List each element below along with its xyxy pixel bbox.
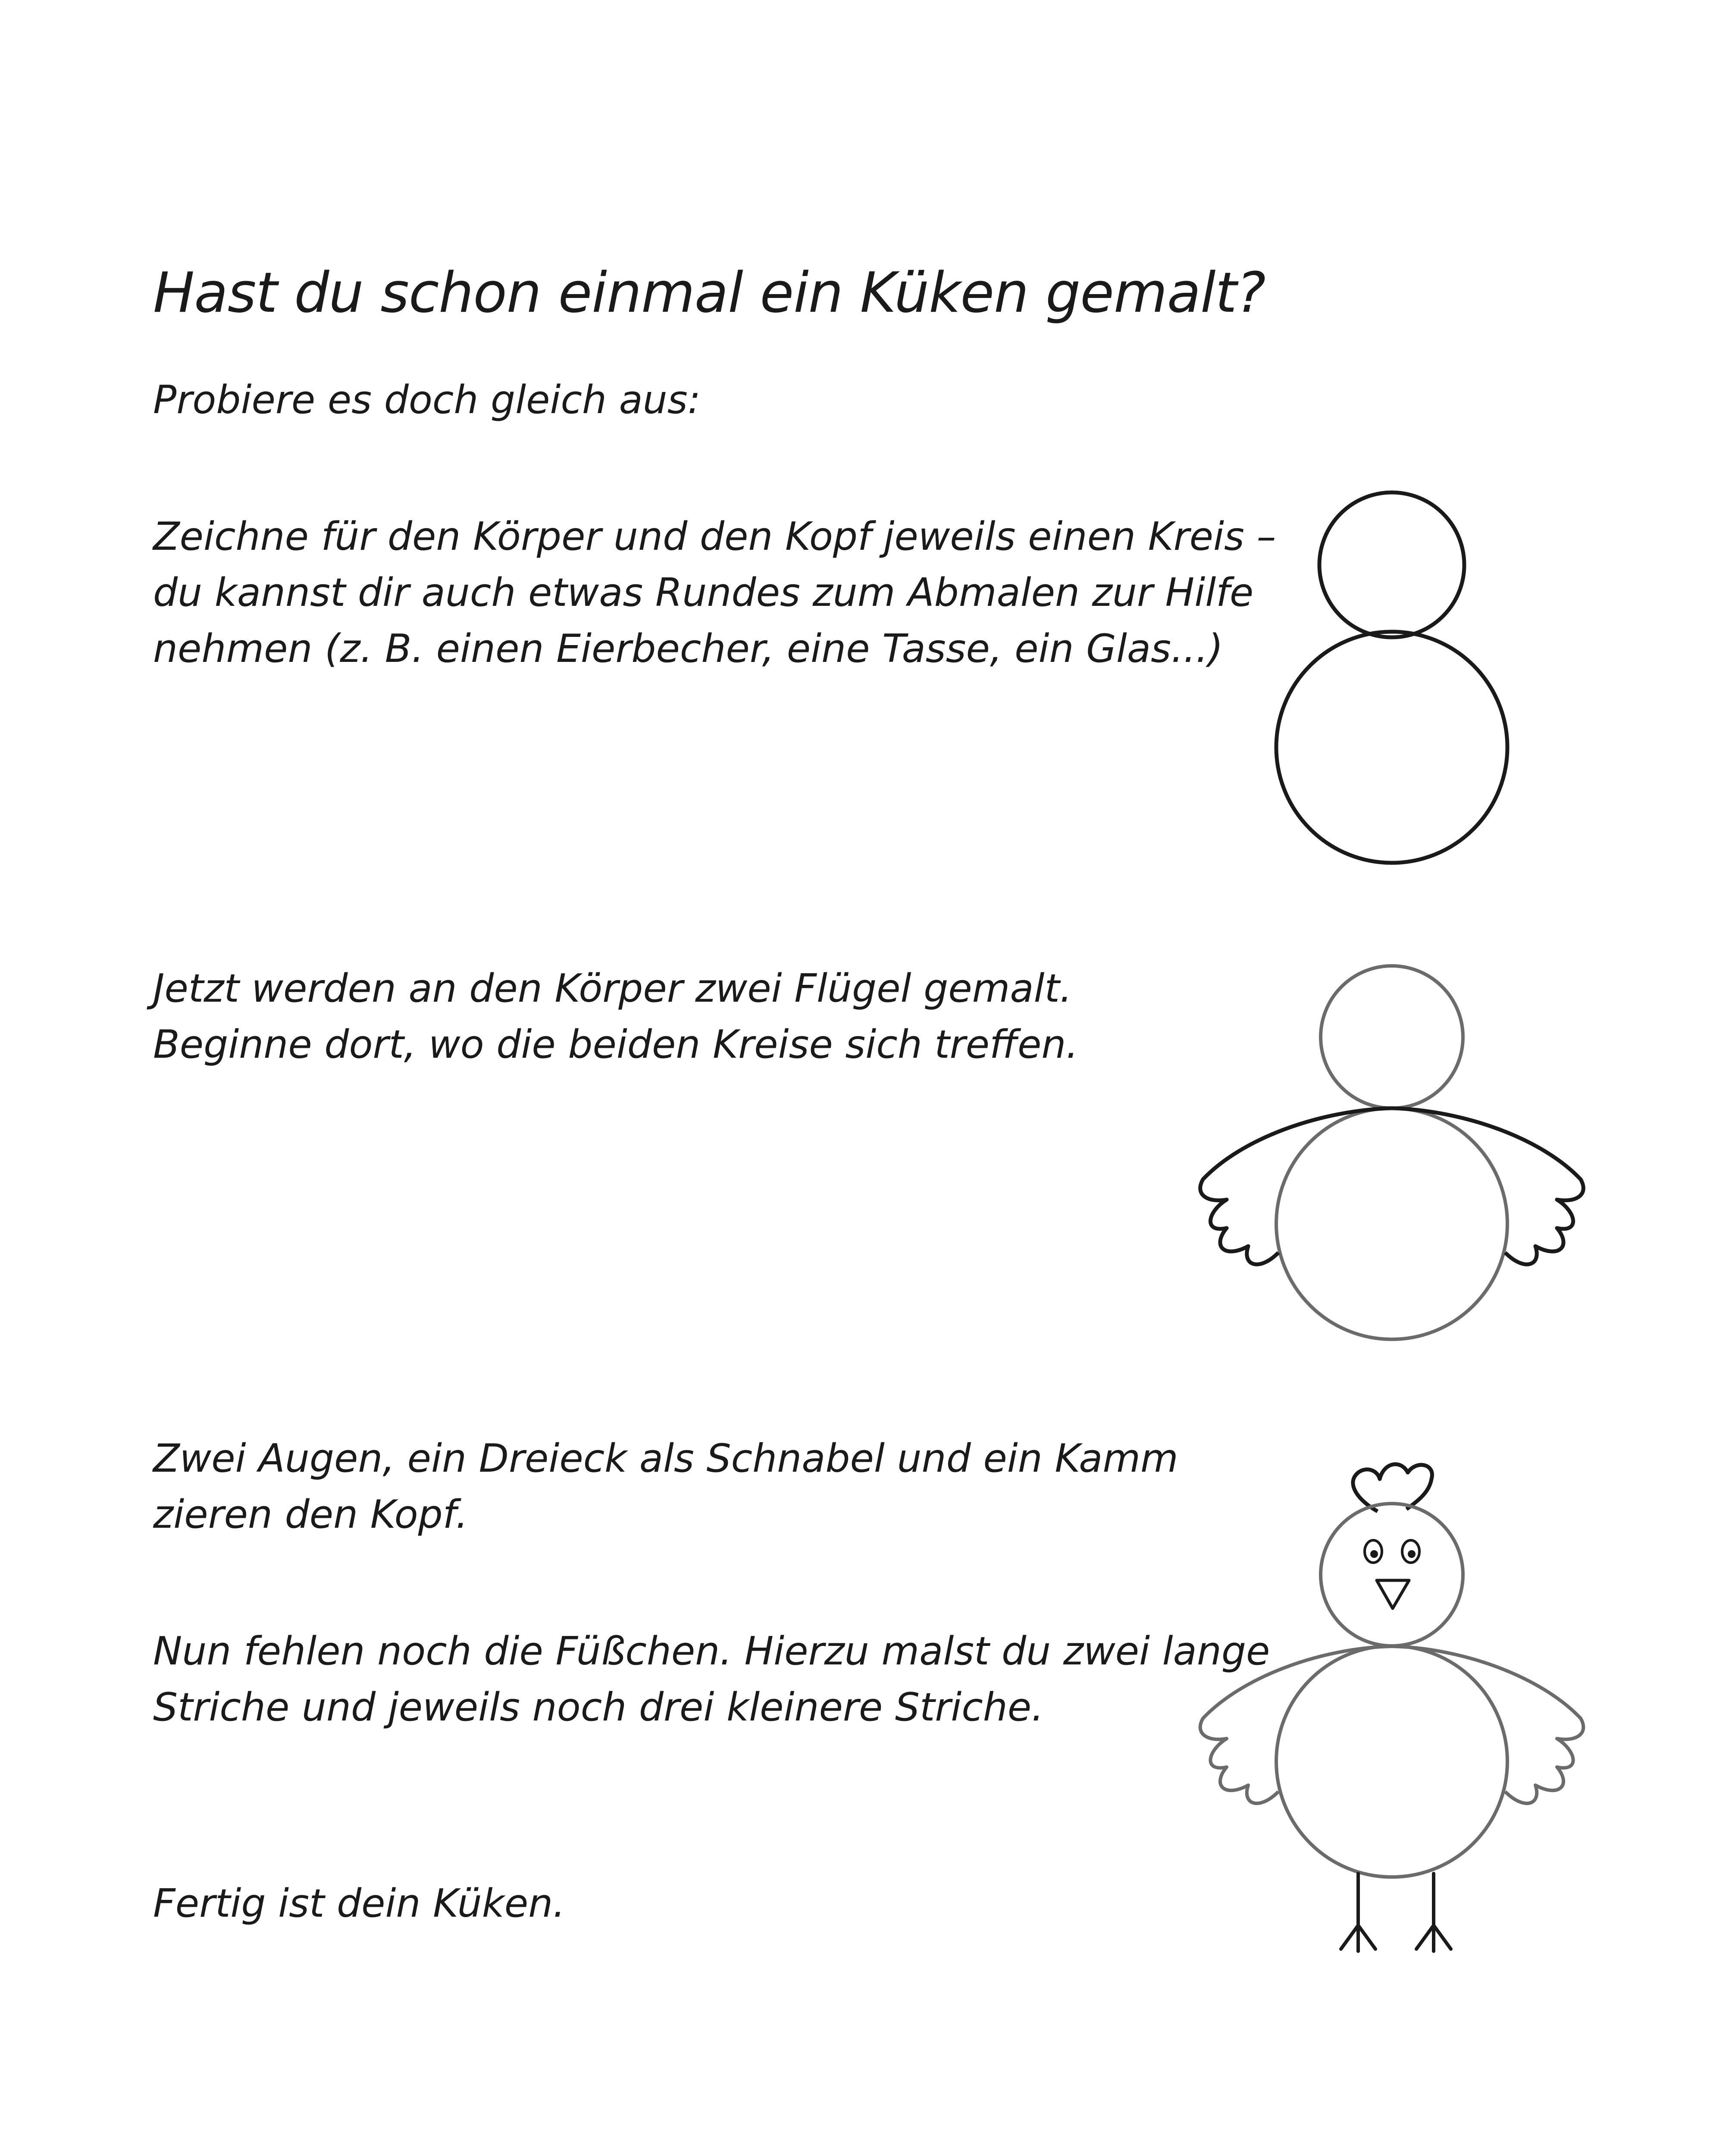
step-4-line: Nun fehlen noch die Füßchen. Hierzu malst du zwei lange	[153, 1629, 1270, 1674]
right-foot	[1416, 1874, 1451, 1951]
step-5-line: Fertig ist dein Küken.	[153, 1881, 565, 1926]
left-foot	[1341, 1874, 1375, 1951]
beak	[1377, 1580, 1409, 1608]
body-circle	[1276, 1646, 1507, 1877]
step-3-line: zieren den Kopf.	[153, 1492, 468, 1537]
step-1-line: nehmen (z. B. einen Eierbecher, eine Tasse, ein Glas...)	[153, 626, 1223, 671]
step-3-line: Zwei Augen, ein Dreieck als Schnabel und ein Kamm	[153, 1436, 1178, 1481]
step-1-line: du kannst dir auch etwas Rundes zum Abmalen zur Hilfe	[153, 570, 1254, 615]
head-circle	[1321, 1504, 1463, 1646]
page-title: Hast du schon einmal ein Küken gemalt?	[153, 261, 1265, 325]
step-2-line: Beginne dort, wo die beiden Kreise sich treffen.	[153, 1022, 1078, 1067]
left-wing	[1200, 1646, 1392, 1803]
right-wing	[1392, 1646, 1583, 1803]
step-1-line: Zeichne für den Körper und den Kopf jeweils einen Kreis –	[153, 514, 1276, 559]
step-2-line: Jetzt werden an den Körper zwei Flügel gemalt.	[153, 966, 1072, 1011]
left-pupil	[1370, 1550, 1378, 1558]
step-4-line: Striche und jeweils noch drei kleinere Striche.	[153, 1685, 1044, 1730]
right-pupil	[1408, 1550, 1416, 1558]
intro-text: Probiere es doch gleich aus:	[153, 377, 701, 423]
